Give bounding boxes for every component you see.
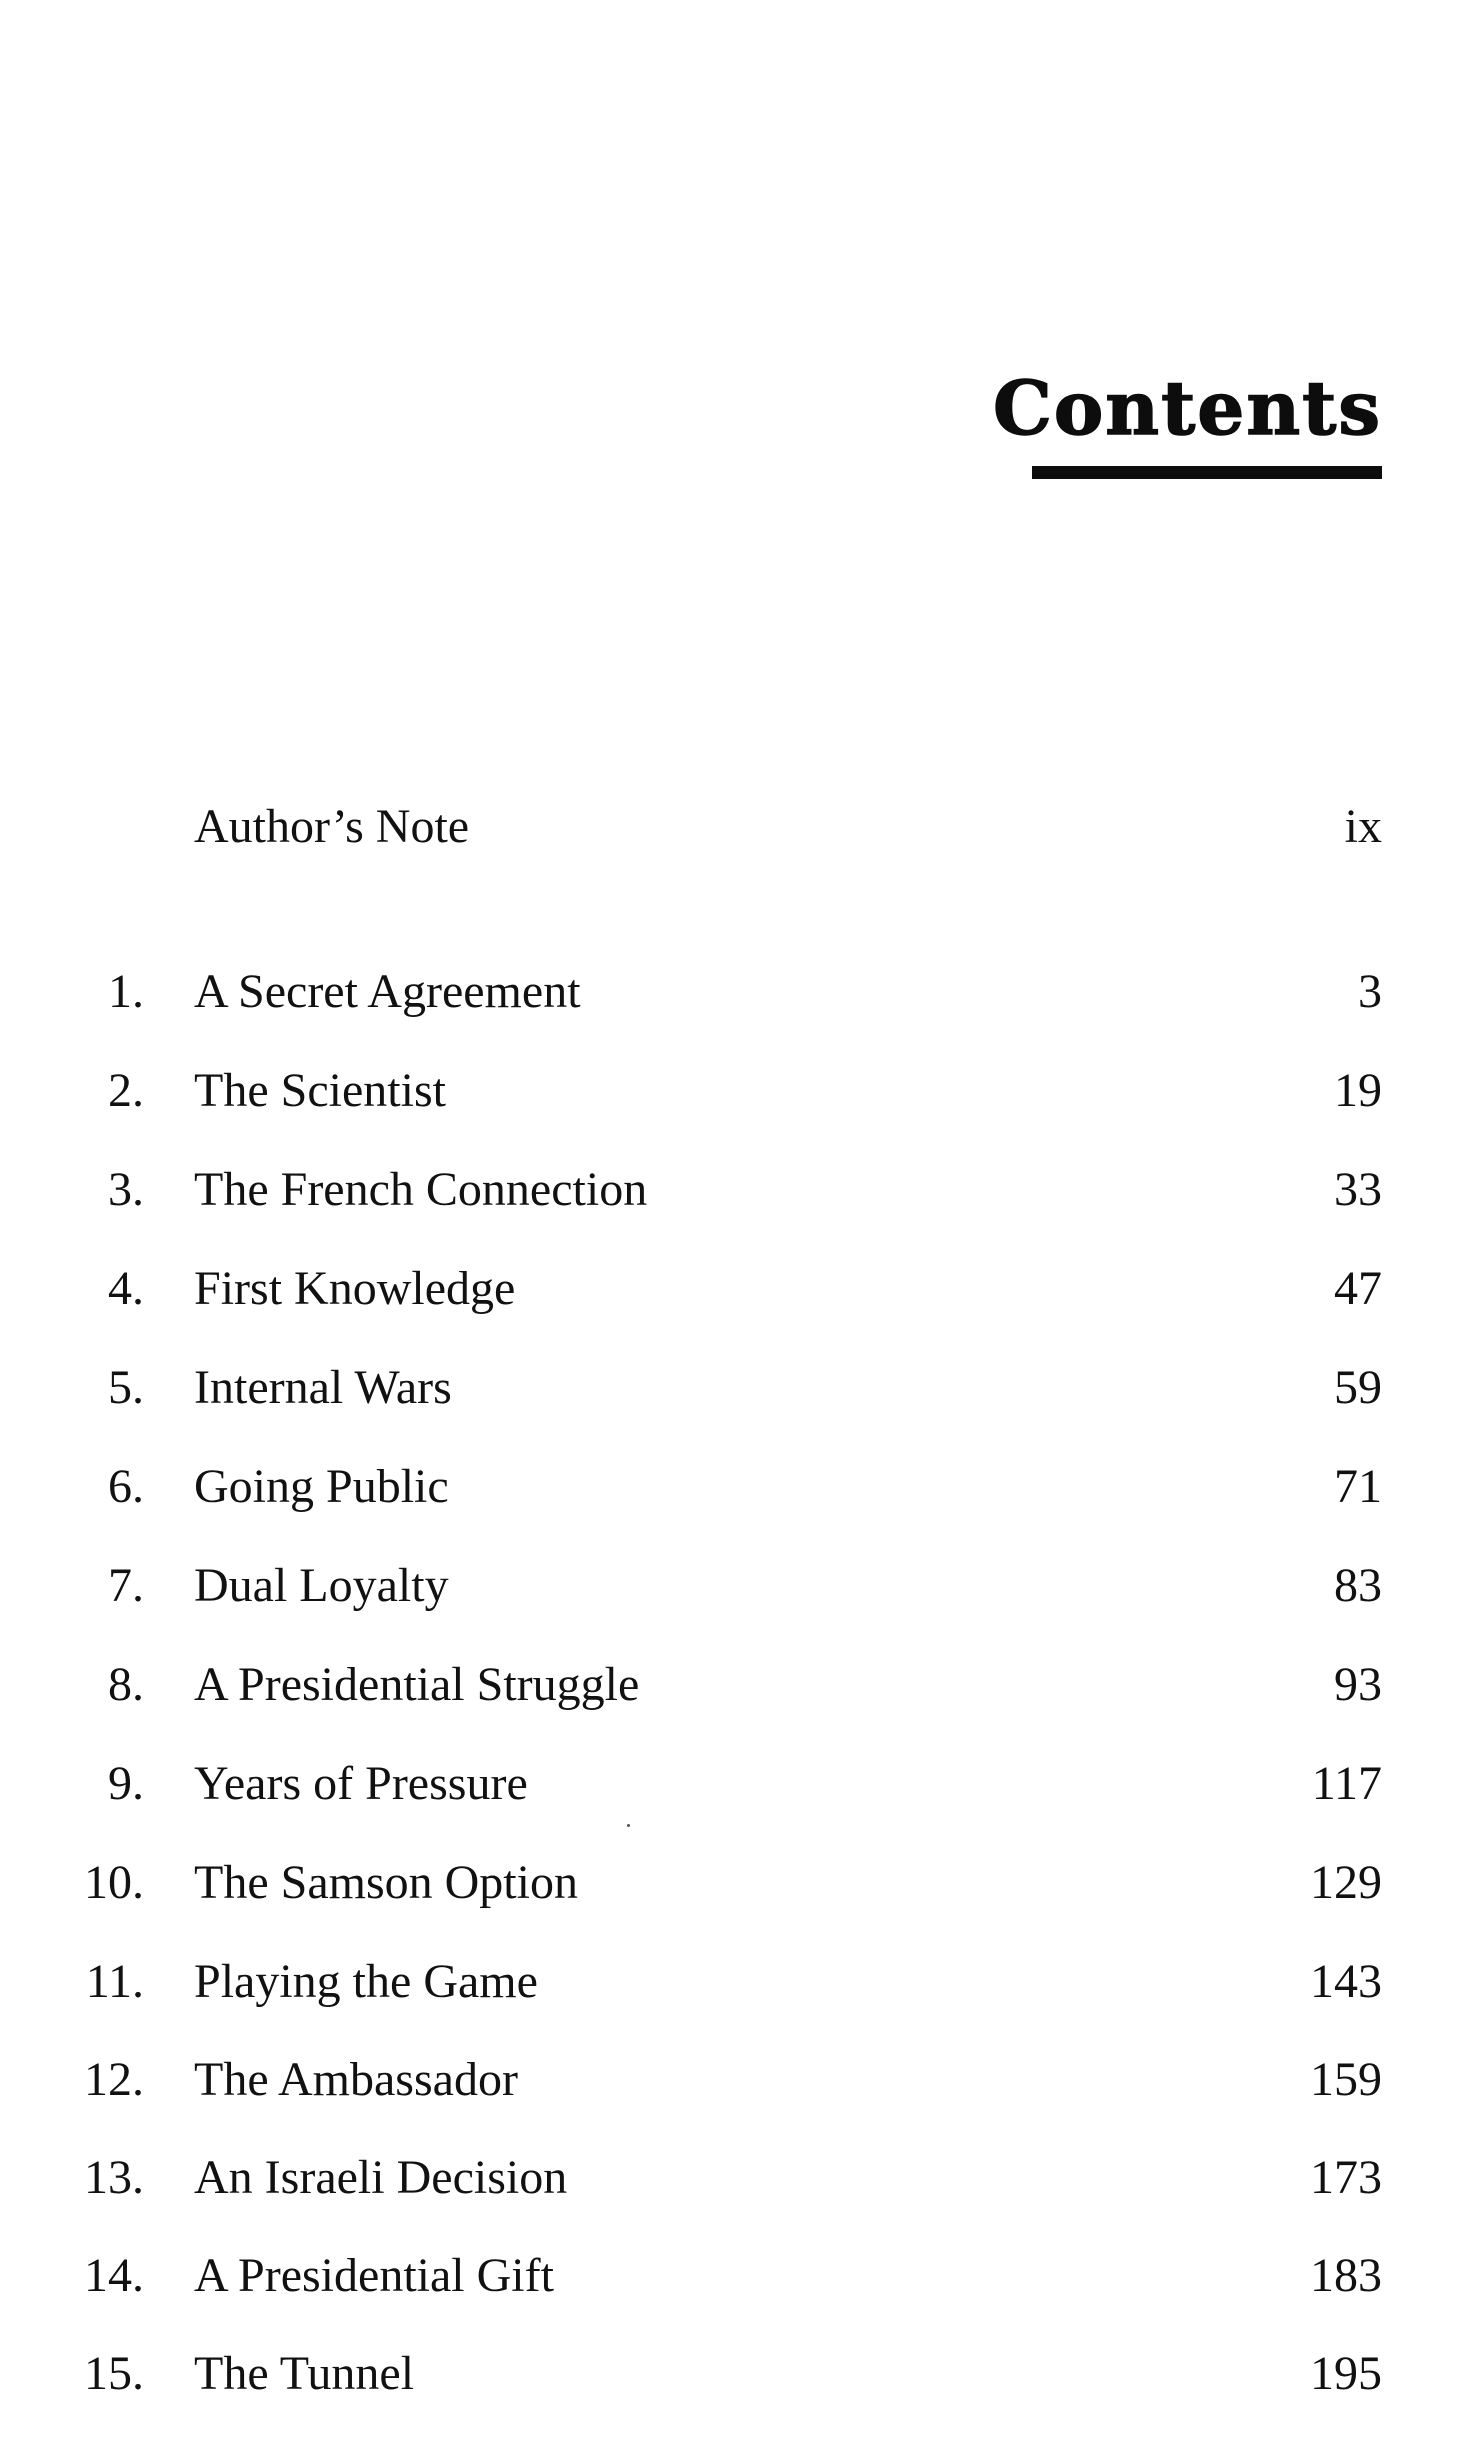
toc-entry-chapter-15[interactable]: [0, 2344, 1481, 2404]
toc-page-number: 143: [1310, 1955, 1382, 2008]
toc-entry-chapter-13[interactable]: [0, 2148, 1481, 2208]
toc-page-number: ix: [1344, 800, 1382, 853]
toc-title: The Ambassador: [194, 2053, 518, 2106]
toc-title: The French Connection: [194, 1163, 648, 1216]
toc-title: First Knowledge: [194, 1262, 516, 1315]
toc-number: 5.: [108, 1361, 144, 1414]
toc-entry-authors-note[interactable]: [0, 797, 1481, 857]
toc-number: 6.: [108, 1460, 144, 1513]
toc-page-number: 173: [1310, 2151, 1382, 2204]
toc-entry-chapter-4[interactable]: [0, 1259, 1481, 1319]
toc-number: 1.: [108, 965, 144, 1018]
toc-number: 2.: [108, 1064, 144, 1117]
toc-entry-chapter-10[interactable]: [0, 1853, 1481, 1913]
toc-number: 12.: [84, 2053, 144, 2106]
toc-number: 7.: [108, 1559, 144, 1612]
toc-title: An Israeli Decision: [194, 2151, 568, 2204]
toc-entry-chapter-1[interactable]: [0, 962, 1481, 1022]
toc-number: 15.: [84, 2347, 144, 2400]
toc-title: The Scientist: [194, 1064, 446, 1117]
toc-title: Dual Loyalty: [194, 1559, 449, 1612]
toc-page-number: 83: [1334, 1559, 1382, 1612]
toc-number: 3.: [108, 1163, 144, 1216]
toc-title: A Presidential Struggle: [194, 1658, 640, 1711]
toc-page-number: 159: [1310, 2053, 1382, 2106]
toc-entry-chapter-5[interactable]: [0, 1358, 1481, 1418]
toc-number: 11.: [85, 1955, 144, 2008]
toc-title: A Secret Agreement: [194, 965, 581, 1018]
toc-page-number: 71: [1334, 1460, 1382, 1513]
toc-page-number: 47: [1334, 1262, 1382, 1315]
toc-title: The Samson Option: [194, 1856, 578, 1909]
toc-title: A Presidential Gift: [194, 2249, 554, 2302]
toc-entry-chapter-9[interactable]: [0, 1754, 1481, 1814]
toc-page-number: 183: [1310, 2249, 1382, 2302]
toc-page-number: 129: [1310, 1856, 1382, 1909]
toc-number: 14.: [84, 2249, 144, 2302]
toc-page-number: 195: [1310, 2347, 1382, 2400]
toc-entry-chapter-11[interactable]: [0, 1952, 1481, 2012]
heading-underline: [1032, 466, 1382, 479]
toc-entry-chapter-7[interactable]: [0, 1556, 1481, 1616]
toc-title: Internal Wars: [194, 1361, 452, 1414]
toc-title: Author’s Note: [194, 800, 470, 853]
toc-number: 10.: [84, 1856, 144, 1909]
toc-entry-chapter-3[interactable]: [0, 1160, 1481, 1220]
toc-entry-chapter-6[interactable]: [0, 1457, 1481, 1517]
toc-title: Going Public: [194, 1460, 449, 1513]
toc-title: Years of Pressure: [194, 1757, 528, 1810]
toc-entry-chapter-12[interactable]: [0, 2050, 1481, 2110]
toc-entry-chapter-8[interactable]: [0, 1655, 1481, 1715]
toc-number: 8.: [108, 1658, 144, 1711]
toc-title: Playing the Game: [194, 1955, 538, 2008]
print-speck: [627, 1824, 630, 1827]
contents-heading: [993, 366, 1382, 452]
toc-page-number: 19: [1334, 1064, 1382, 1117]
toc-page-number: 3: [1358, 965, 1382, 1018]
toc-title: The Tunnel: [194, 2347, 415, 2400]
toc-entry-chapter-2[interactable]: [0, 1061, 1481, 1121]
page-title: Contents: [993, 366, 1382, 452]
toc-number: 4.: [108, 1262, 144, 1315]
toc-page-number: 33: [1334, 1163, 1382, 1216]
toc-entry-chapter-14[interactable]: [0, 2246, 1481, 2306]
toc-number: 9.: [108, 1757, 144, 1810]
toc-page-number: 117: [1311, 1757, 1382, 1810]
toc-page-number: 59: [1334, 1361, 1382, 1414]
toc-page-number: 93: [1334, 1658, 1382, 1711]
toc-number: 13.: [84, 2151, 144, 2204]
